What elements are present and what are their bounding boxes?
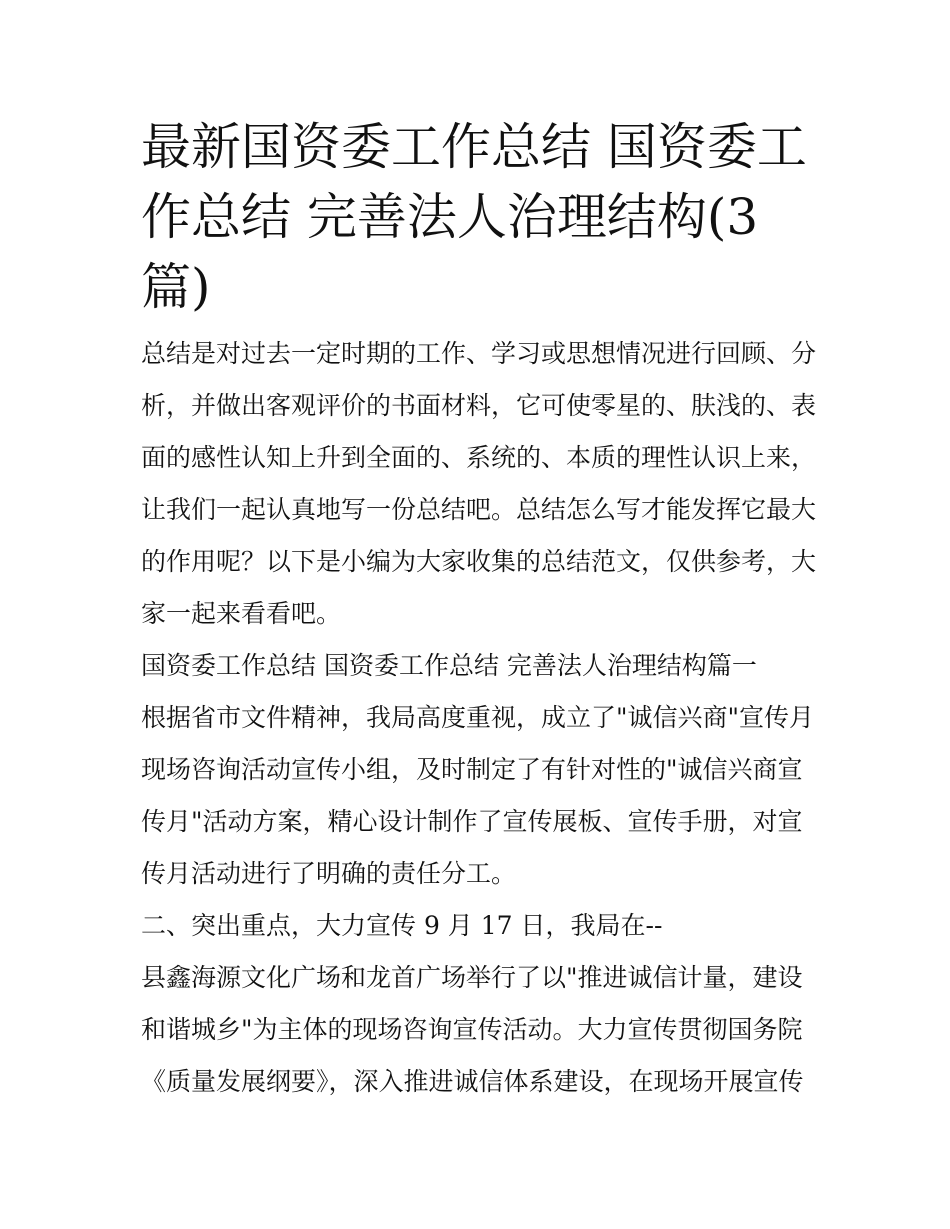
title-line: 作总结 完善法人治理结构(3 [141, 188, 759, 246]
text-line: 县鑫海源文化广场和龙首广场举行了以"推进诚信计量，建设 [141, 963, 803, 992]
text-line: 总结是对过去一定时期的工作、学习或思想情况进行回顾、分 [141, 339, 817, 368]
title-line: 最新国资委工作总结 国资委工 [141, 118, 807, 176]
text-line: 《质量发展纲要》，深入推进诚信体系建设，在现场开展宣传 [141, 1067, 804, 1096]
text-line: 析，并做出客观评价的书面材料，它可使零星的、肤浅的、表 [141, 391, 817, 420]
text-line: 和谐城乡"为主体的现场咨询宣传活动。大力宣传贯彻国务院 [141, 1015, 803, 1044]
document-title [141, 112, 821, 322]
text-line: 现场咨询活动宣传小组，及时制定了有针对性的"诚信兴商宣 [141, 755, 803, 784]
text-line: 传月活动进行了明确的责任分工。 [141, 859, 517, 888]
section-heading: 国资委工作总结 国资委工作总结 完善法人治理结构篇一 [141, 651, 757, 680]
text-line: 二、突出重点，大力宣传 9 月 17 日，我局在-- [141, 911, 663, 940]
text-line: 面的感性认知上升到全面的、系统的、本质的理性认识上来， [141, 443, 817, 472]
text-line: 传月"活动方案，精心设计制作了宣传展板、宣传手册，对宣 [141, 807, 803, 836]
document-body [141, 112, 821, 1108]
text-line: 让我们一起认真地写一份总结吧。总结怎么写才能发挥它最大 [141, 495, 817, 524]
text-line: 家一起来看看吧。 [141, 599, 342, 628]
text-line: 根据省市文件精神，我局高度重视，成立了"诚信兴商"宣传月 [141, 703, 815, 732]
title-line: 篇) [141, 258, 211, 316]
text-line: 的作用呢？以下是小编为大家收集的总结范文，仅供参考，大 [141, 547, 817, 576]
